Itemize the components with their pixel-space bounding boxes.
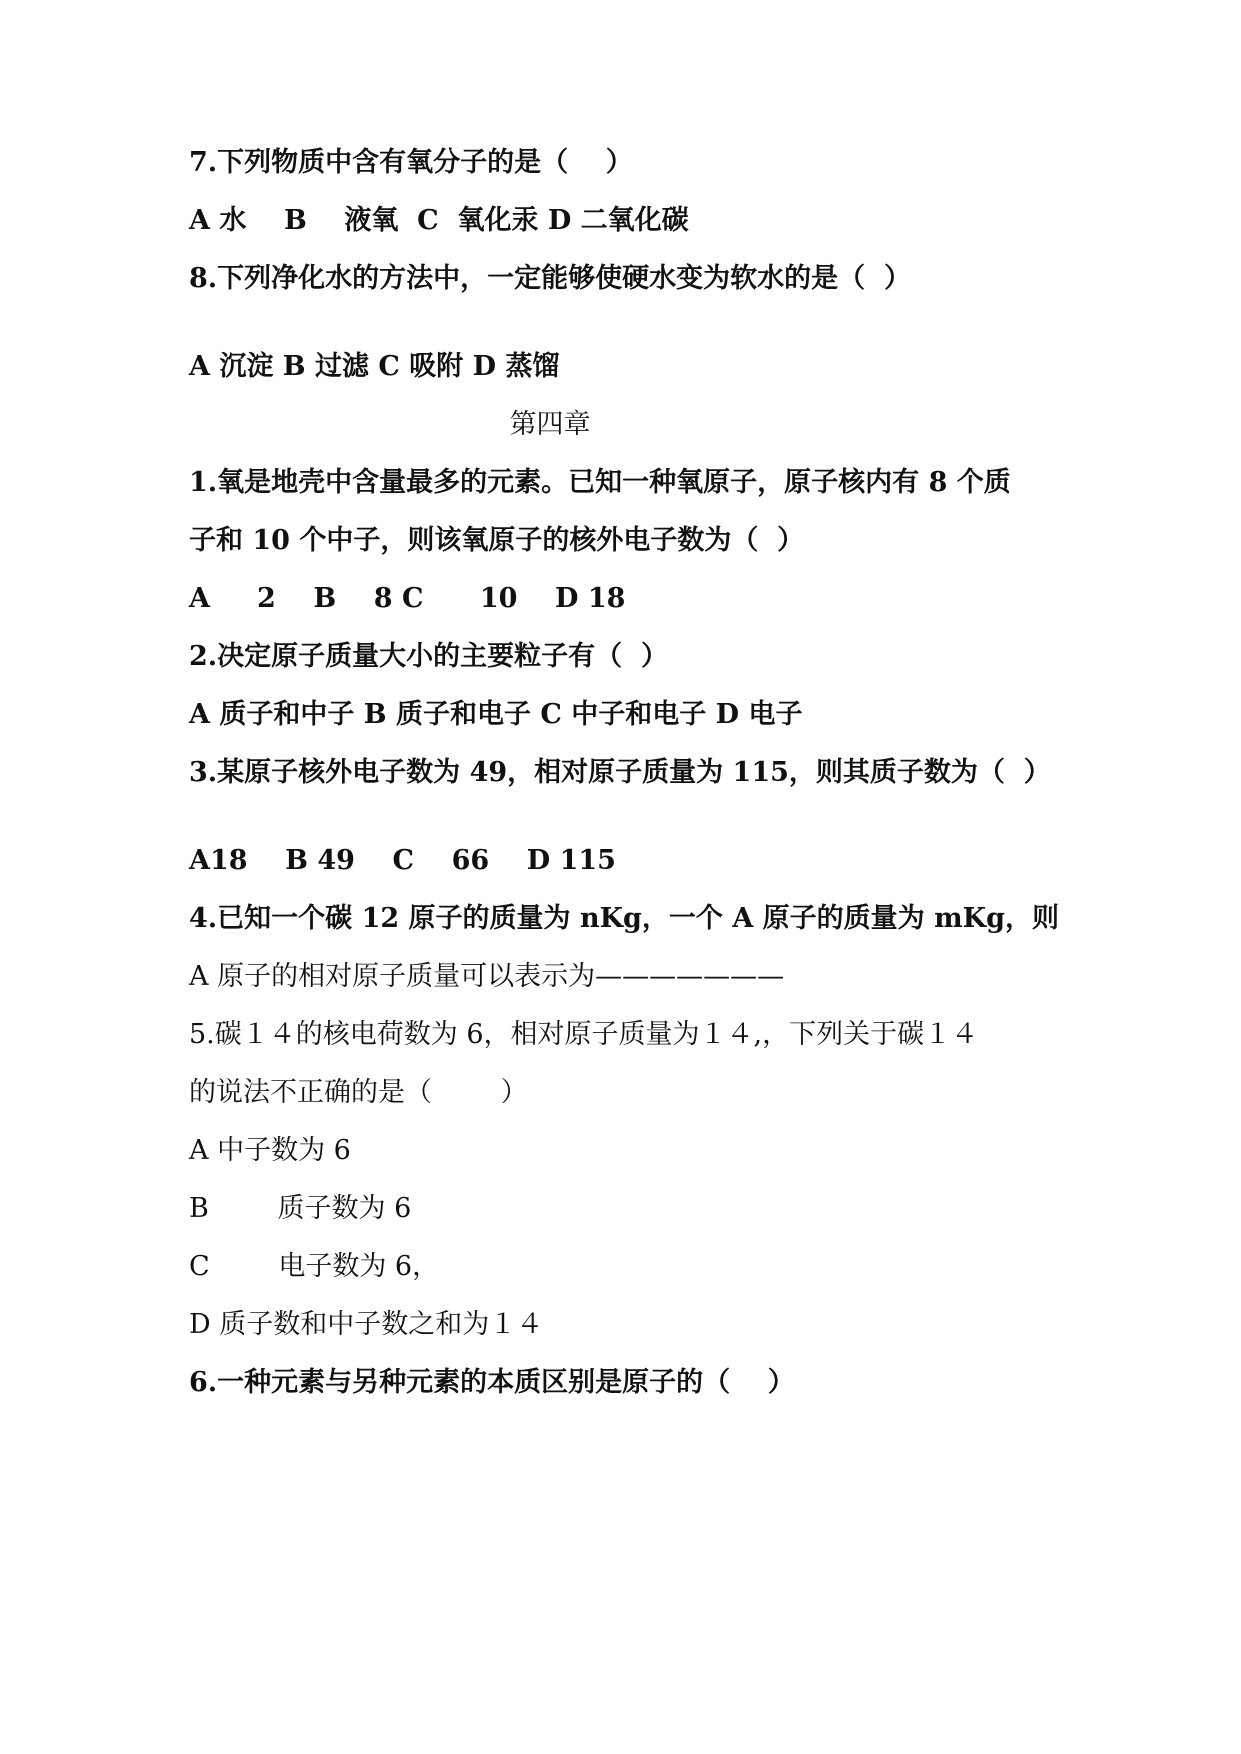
question-1-options: A 2 B 8 C 10 D 18	[189, 583, 626, 614]
question-5-option-a: A 中子数为 6	[189, 1135, 351, 1166]
question-5-option-d: D 质子数和中子数之和为１４	[189, 1309, 544, 1340]
question-3-stem: 3.某原子核外电子数为 49，相对原子质量为 115，则其质子数为（ ）	[189, 757, 1051, 788]
question-8-options: A 沉淀 B 过滤 C 吸附 D 蒸馏	[189, 351, 560, 382]
question-2-stem: 2.决定原子质量大小的主要粒子有（ ）	[189, 641, 668, 672]
question-5-option-c: C 电子数为 6，	[189, 1251, 440, 1282]
question-3-options: A18 B 49 C 66 D 115	[189, 845, 616, 876]
question-5-option-b: B 质子数为 6	[189, 1193, 412, 1224]
question-5-line-2: 的说法不正确的是（ ）	[189, 1077, 528, 1108]
question-6-stem: 6.一种元素与另种元素的本质区别是原子的（ ）	[189, 1367, 795, 1398]
question-1-line-1: 1.氧是地壳中含量最多的元素。已知一种氧原子，原子核内有 8 个质	[189, 467, 1011, 498]
question-4-line-2: A 原子的相对原子质量可以表示为———————	[189, 961, 785, 992]
question-4-line-1: 4.已知一个碳 12 原子的质量为 nKg，一个 A 原子的质量为 mKg，则	[189, 903, 1059, 934]
question-5-line-1: 5.碳１４的核电荷数为 6，相对原子质量为１４,，下列关于碳１４	[189, 1019, 979, 1050]
question-2-options: A 质子和中子 B 质子和电子 C 中子和电子 D 电子	[189, 699, 803, 730]
question-1-line-2: 子和 10 个中子，则该氧原子的核外电子数为（ ）	[189, 525, 805, 556]
question-8-stem: 8.下列净化水的方法中，一定能够使硬水变为软水的是（ ）	[189, 263, 911, 294]
chapter-heading: 第四章	[509, 409, 591, 440]
question-7-stem: 7.下列物质中含有氧分子的是（ ）	[189, 147, 633, 178]
question-7-options: A 水 B 液氧 C 氧化汞 D 二氧化碳	[189, 205, 689, 236]
